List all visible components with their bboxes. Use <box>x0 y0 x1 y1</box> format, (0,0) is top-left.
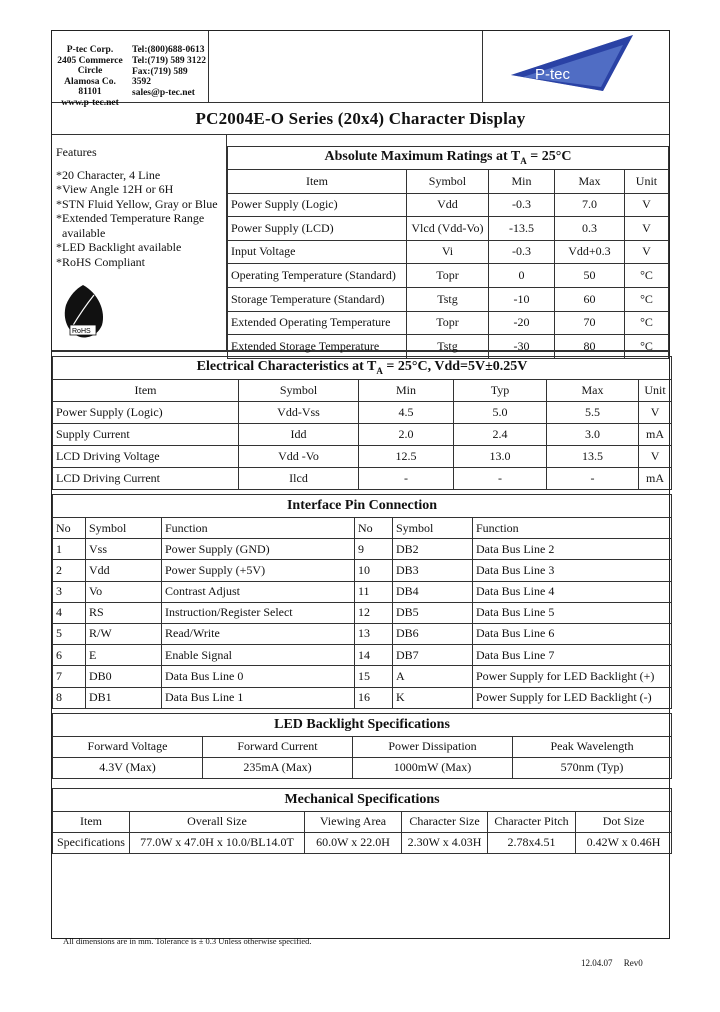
company-address <box>52 45 128 108</box>
tel-1: Tel:(800)688-0613 <box>132 45 205 55</box>
company-city: Alamosa Co. 81101 <box>64 77 116 97</box>
feature-item: *View Angle 12H or 6H <box>56 182 174 196</box>
feature-item: *RoHS Compliant <box>56 254 146 269</box>
company-contact <box>52 31 208 108</box>
table-row: 6 E Enable Signal 14 DB7 Data Bus Line 7 <box>53 645 672 666</box>
pin-title: Interface Pin Connection <box>53 495 672 518</box>
table-row: Storage Temperature (Standard) Tstg -10 60 °C <box>227 287 668 311</box>
logo-text: P-tec <box>535 66 571 83</box>
company-street: 2405 Commerce Circle <box>57 56 123 76</box>
company-web[interactable]: www.p-tec.net <box>61 98 119 108</box>
abs-max-table <box>227 146 669 359</box>
table-header-row: Item Symbol Min Max Unit <box>227 170 668 194</box>
table-row: Power Supply (Logic) Vdd -0.3 7.0 V <box>227 193 668 217</box>
electrical-characteristics-table <box>52 356 672 490</box>
table-row: 3 Vo Contrast Adjust 11 DB4 Data Bus Line 4 <box>53 581 672 602</box>
revision-date: 12.04.07 <box>581 958 613 968</box>
mech-title: Mechanical Specifications <box>53 788 672 811</box>
email[interactable]: sales@p-tec.net <box>132 88 195 98</box>
table-row: Power Supply (Logic) Vdd-Vss 4.5 5.0 5.5 V <box>53 402 672 424</box>
table-row: Extended Storage Temperature Tstg -30 80 °C <box>227 335 668 359</box>
led-backlight-table <box>52 713 672 779</box>
revision <box>581 958 643 968</box>
table-row: Specifications 77.0W x 47.0H x 10.0/BL14.0T 60.0W x 22.0H 2.30W x 4.03H 2.78x4.51 0.42W x 0.46H <box>53 832 672 853</box>
features-and-ratings <box>52 135 669 352</box>
feature-item: *LED Backlight available <box>56 240 182 254</box>
table-header-row: No Symbol Function No Symbol Function <box>53 518 672 539</box>
tel-2: Tel:(719) 589 3122 <box>132 56 207 66</box>
interface-pin-table <box>52 494 672 709</box>
absolute-max-ratings <box>226 135 669 353</box>
mechanical-specs-table <box>52 788 672 854</box>
rohs-leaf-icon <box>58 283 108 341</box>
feature-item: *20 Character, 4 Line <box>56 167 161 182</box>
table-row: 1 Vss Power Supply (GND) 9 DB2 Data Bus Line 2 <box>53 539 672 560</box>
table-row: LCD Driving Voltage Vdd -Vo 12.5 13.0 13.5 V <box>53 446 672 468</box>
table-row: LCD Driving Current Ilcd - - - mA <box>53 468 672 490</box>
table-row: 5 R/W Read/Write 13 DB6 Data Bus Line 6 <box>53 623 672 644</box>
table-row: Input Voltage Vi -0.3 Vdd+0.3 V <box>227 240 668 264</box>
tolerance-note: All dimensions are in mm. Tolerance is ± 0.3 Unless otherwise specified. <box>63 936 312 946</box>
fax: Fax:(719) 589 3592 <box>132 67 188 87</box>
table-header-row: Item Overall Size Viewing Area Character Size Character Pitch Dot Size <box>53 811 672 832</box>
table-row: Operating Temperature (Standard) Topr 0 50 °C <box>227 264 668 288</box>
table-row: 4.3V (Max) 235mA (Max) 1000mW (Max) 570nm (Typ) <box>53 757 672 778</box>
ptec-logo-icon <box>483 31 669 102</box>
company-phones <box>128 45 208 102</box>
feature-item: available <box>62 225 106 240</box>
table-row: 7 DB0 Data Bus Line 0 15 A Power Supply for LED Backlight (+) <box>53 666 672 687</box>
company-name: P-tec Corp. <box>66 45 114 55</box>
header-spacer <box>208 31 483 102</box>
datasheet <box>51 30 670 939</box>
abs-max-title: Absolute Maximum Ratings at $T_A = 25^\circ C$ <box>227 147 668 170</box>
table-row: Extended Operating Temperature Topr -20 70 °C <box>227 311 668 335</box>
header <box>52 31 669 108</box>
table-row: 4 RS Instruction/Register Select 12 DB5 Data Bus Line 5 <box>53 602 672 623</box>
elec-title: Electrical Characteristics at $T_A = 25^\circ C$, Vdd=5V±0.25V <box>53 357 672 380</box>
table-row: Power Supply (LCD) Vlcd (Vdd-Vo) -13.5 0.3 V <box>227 217 668 241</box>
led-title: LED Backlight Specifications <box>53 713 672 736</box>
feature-item: *Extended Temperature Range <box>56 211 205 225</box>
rohs-label: RoHS <box>72 328 91 335</box>
revision-number: Rev0 <box>623 958 643 968</box>
features-heading: Features <box>56 145 97 159</box>
table-row: 8 DB1 Data Bus Line 1 16 K Power Supply for LED Backlight (-) <box>53 687 672 708</box>
features-list <box>52 135 226 350</box>
logo <box>483 31 669 102</box>
page-title: PC2004E-O Series (20x4) Character Display <box>52 103 669 135</box>
table-header-row: Item Symbol Min Typ Max Unit <box>53 380 672 402</box>
table-row: Supply Current Idd 2.0 2.4 3.0 mA <box>53 424 672 446</box>
feature-item: *STN Fluid Yellow, Gray or Blue <box>56 196 218 211</box>
table-header-row: Forward Voltage Forward Current Power Dissipation Peak Wavelength <box>53 736 672 757</box>
table-row: 2 Vdd Power Supply (+5V) 10 DB3 Data Bus Line 3 <box>53 560 672 581</box>
